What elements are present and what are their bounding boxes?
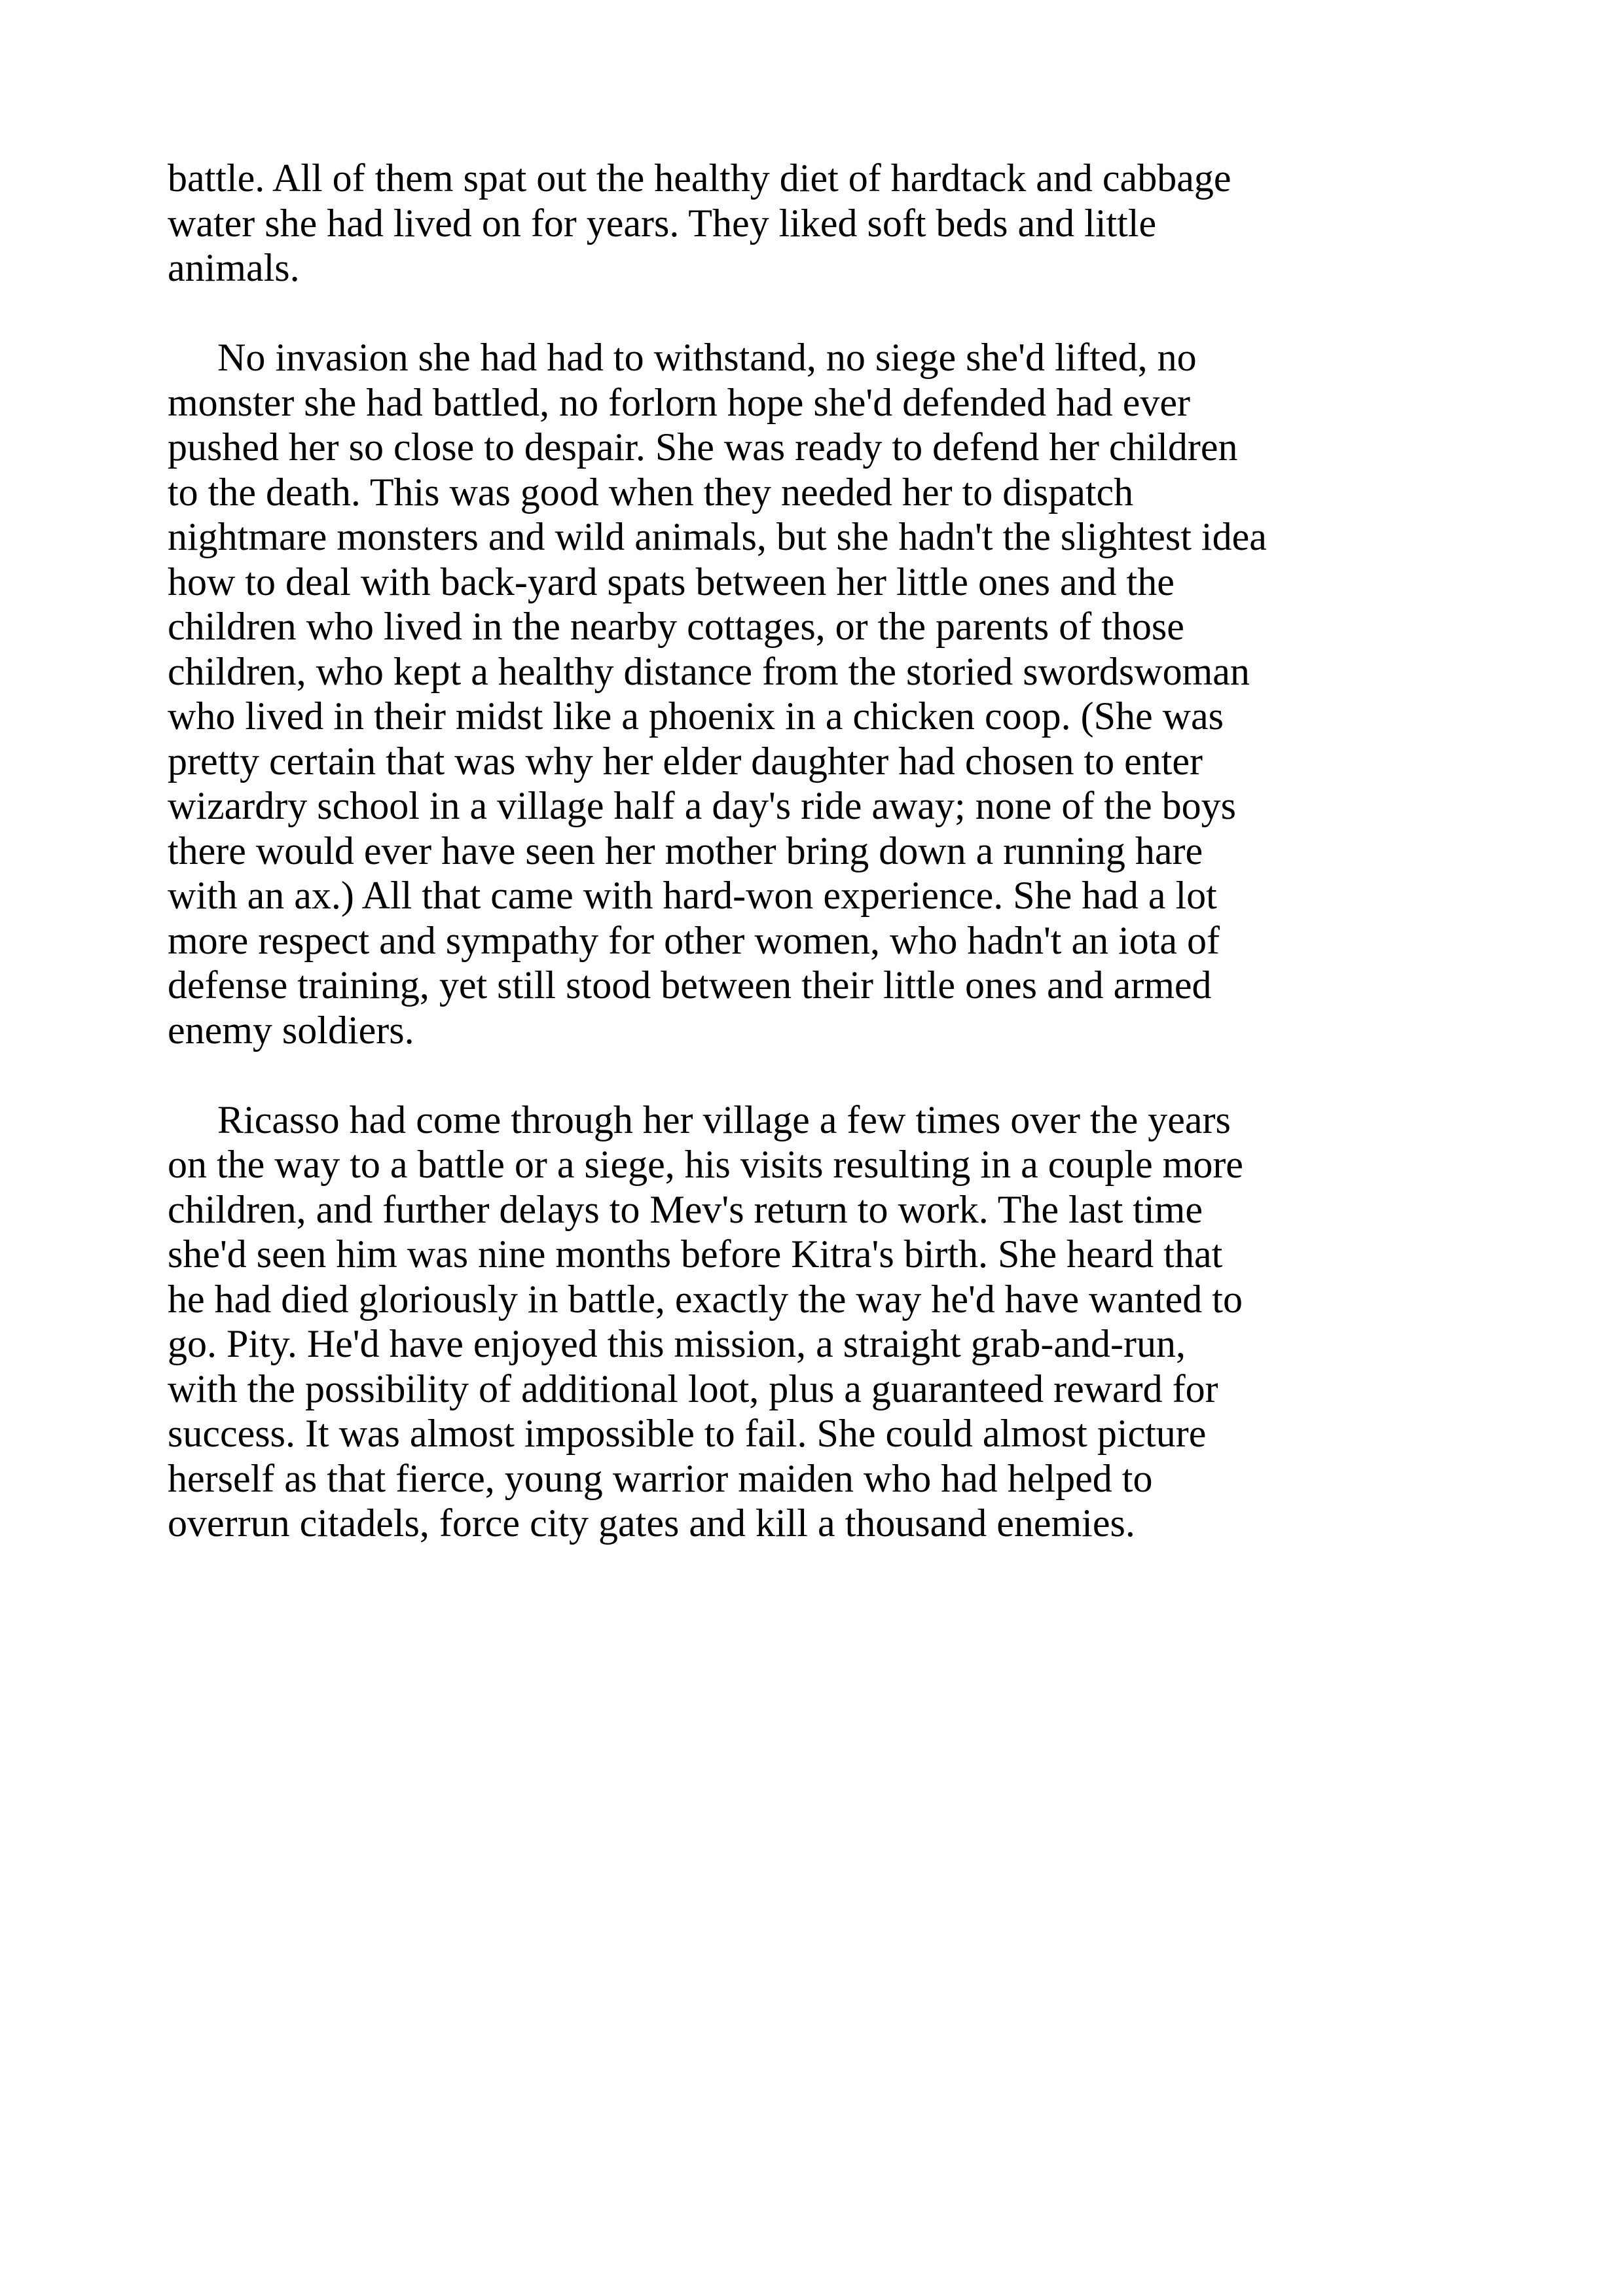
paragraph-1: battle. All of them spat out the healthy diet of hardtack and cabbage water she had lived on for years. They liked soft beds and little animals. bbox=[168, 156, 1231, 289]
paragraph-3: Ricasso had come through her village a few times over the years on the way to a battle or a siege, his visits resulting in a couple more children, and further delays to Mev's return to work. The last time she'd seen him was nine months before Kitra's birth. She heard that he had died gloriously in battle, exactly the way he'd have wanted to go. Pity. He'd have enjoyed this mission, a straight grab-and-run, with the possibility of additional loot, plus a guaranteed reward for success. It was almost impossible to fail. She could almost picture herself as that fierce, young warrior maiden who had helped to overrun citadels, force city gates and kill a thousand enemies. bbox=[168, 1098, 1243, 1545]
body-text bbox=[168, 156, 1346, 1590]
paragraph-2: No invasion she had had to withstand, no siege she'd lifted, no monster she had battled, no forlorn hope she'd defended had ever pushed her so close to despair. She was ready to defend her children to the death. This was good when they needed her to dispatch nightmare monsters and wild animals, but she hadn't the slightest idea how to deal with back-yard spats between her little ones and the children who lived in the nearby cottages, or the parents of those children, who kept a healthy distance from the storied swordswoman who lived in their midst like a phoenix in a chicken coop. (She was pretty certain that was why her elder daughter had chosen to enter wizardry school in a village half a day's ride away; none of the boys there would ever have seen her mother bring down a running hare with an ax.) All that came with hard-won experience. She had a lot more respect and sympathy for other women, who hadn't an iota of defense training, yet still stood between their little ones and armed enemy soldiers. bbox=[168, 336, 1267, 1052]
